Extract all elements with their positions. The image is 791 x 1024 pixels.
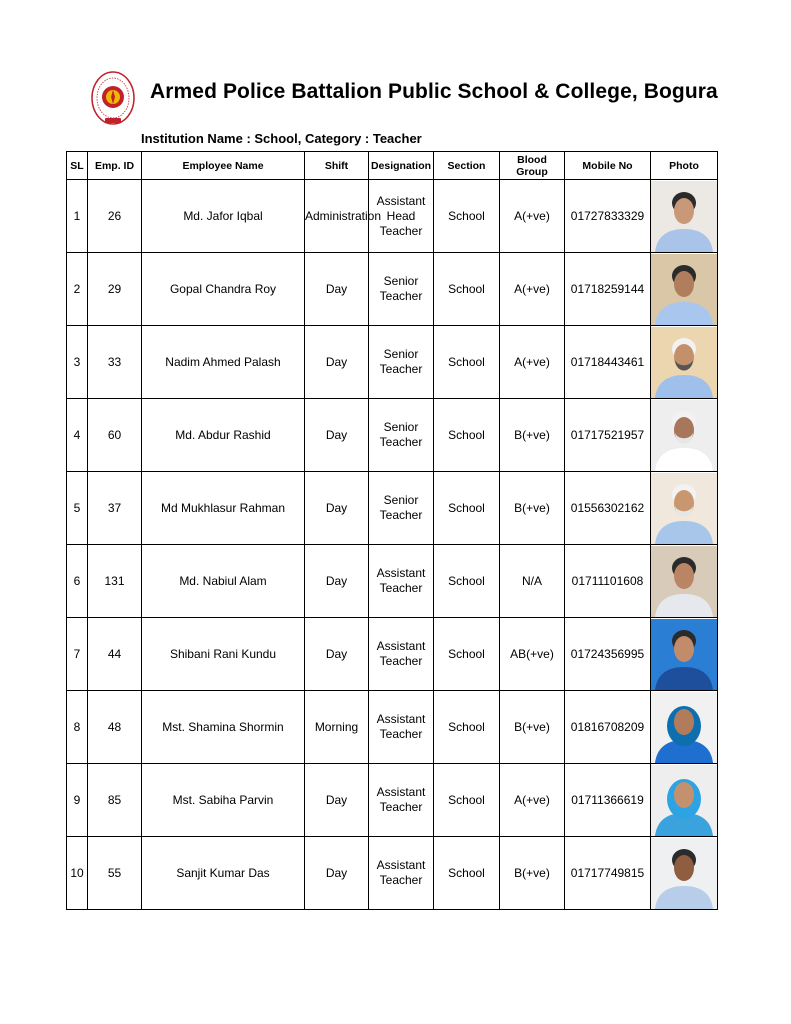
- column-header-section: Section: [434, 152, 500, 180]
- cell-emp-id: 33: [88, 326, 142, 399]
- cell-designation: Assistant Teacher: [369, 837, 434, 910]
- cell-section: School: [434, 180, 500, 253]
- page-title: Armed Police Battalion Public School & College, Bogura: [150, 80, 718, 103]
- column-header-mobile-no: Mobile No: [565, 152, 651, 180]
- cell-blood-group: B(+ve): [500, 472, 565, 545]
- table-row: [67, 326, 718, 399]
- cell-employee-name: Md Mukhlasur Rahman: [142, 472, 305, 545]
- cell-blood-group: B(+ve): [500, 837, 565, 910]
- column-header-designation: Designation: [369, 152, 434, 180]
- table-row: [67, 472, 718, 545]
- cell-emp-id: 131: [88, 545, 142, 618]
- cell-shift: Day: [305, 472, 369, 545]
- cell-shift: Administration: [305, 180, 369, 253]
- cell-shift: Day: [305, 764, 369, 837]
- cell-mobile-no: 01718443461: [565, 326, 651, 399]
- cell-designation: Senior Teacher: [369, 399, 434, 472]
- cell-emp-id: 37: [88, 472, 142, 545]
- cell-sl: 4: [67, 399, 88, 472]
- table-row: [67, 253, 718, 326]
- cell-sl: 9: [67, 764, 88, 837]
- cell-mobile-no: 01711366619: [565, 764, 651, 837]
- cell-designation: Assistant Teacher: [369, 545, 434, 618]
- portrait-photo-icon: [651, 546, 717, 617]
- cell-photo: [651, 764, 718, 837]
- cell-employee-name: Mst. Shamina Shormin: [142, 691, 305, 764]
- cell-section: School: [434, 545, 500, 618]
- cell-blood-group: A(+ve): [500, 764, 565, 837]
- cell-photo: [651, 618, 718, 691]
- cell-sl: 6: [67, 545, 88, 618]
- cell-shift: Day: [305, 837, 369, 910]
- cell-emp-id: 85: [88, 764, 142, 837]
- cell-designation: Assistant Head Teacher: [369, 180, 434, 253]
- cell-sl: 2: [67, 253, 88, 326]
- cell-emp-id: 55: [88, 837, 142, 910]
- cell-mobile-no: 01717521957: [565, 399, 651, 472]
- cell-blood-group: A(+ve): [500, 253, 565, 326]
- cell-mobile-no: 01816708209: [565, 691, 651, 764]
- institution-category-line: Institution Name : School, Category : Teacher: [141, 131, 422, 146]
- cell-section: School: [434, 399, 500, 472]
- cell-employee-name: Nadim Ahmed Palash: [142, 326, 305, 399]
- column-header-blood-group: Blood Group: [500, 152, 565, 180]
- cell-photo: [651, 837, 718, 910]
- cell-shift: Day: [305, 253, 369, 326]
- portrait-photo-icon: [651, 254, 717, 325]
- cell-shift: Day: [305, 399, 369, 472]
- column-header-shift: Shift: [305, 152, 369, 180]
- cell-employee-name: Mst. Sabiha Parvin: [142, 764, 305, 837]
- table-row: [67, 691, 718, 764]
- table-row: [67, 837, 718, 910]
- cell-photo: [651, 253, 718, 326]
- cell-employee-name: Md. Abdur Rashid: [142, 399, 305, 472]
- column-header-employee-name: Employee Name: [142, 152, 305, 180]
- cell-employee-name: Shibani Rani Kundu: [142, 618, 305, 691]
- portrait-photo-icon: [651, 619, 717, 690]
- cell-photo: [651, 472, 718, 545]
- cell-section: School: [434, 837, 500, 910]
- cell-section: School: [434, 326, 500, 399]
- cell-shift: Day: [305, 545, 369, 618]
- cell-blood-group: B(+ve): [500, 399, 565, 472]
- portrait-photo-icon: [651, 181, 717, 252]
- cell-designation: Assistant Teacher: [369, 764, 434, 837]
- table-row: [67, 545, 718, 618]
- cell-employee-name: Gopal Chandra Roy: [142, 253, 305, 326]
- table-row: [67, 764, 718, 837]
- cell-photo: [651, 180, 718, 253]
- cell-blood-group: A(+ve): [500, 180, 565, 253]
- cell-sl: 7: [67, 618, 88, 691]
- cell-sl: 1: [67, 180, 88, 253]
- table-row: [67, 399, 718, 472]
- cell-shift: Day: [305, 326, 369, 399]
- cell-employee-name: Sanjit Kumar Das: [142, 837, 305, 910]
- cell-mobile-no: 01717749815: [565, 837, 651, 910]
- portrait-photo-icon: [651, 765, 717, 836]
- cell-designation: Senior Teacher: [369, 472, 434, 545]
- cell-emp-id: 44: [88, 618, 142, 691]
- column-header-emp-id: Emp. ID: [88, 152, 142, 180]
- cell-section: School: [434, 253, 500, 326]
- cell-emp-id: 29: [88, 253, 142, 326]
- cell-blood-group: B(+ve): [500, 691, 565, 764]
- cell-shift: Day: [305, 618, 369, 691]
- cell-sl: 8: [67, 691, 88, 764]
- school-crest-logo-icon: [90, 70, 136, 130]
- portrait-photo-icon: [651, 327, 717, 398]
- portrait-photo-icon: [651, 473, 717, 544]
- cell-sl: 3: [67, 326, 88, 399]
- cell-designation: Assistant Teacher: [369, 618, 434, 691]
- cell-mobile-no: 01718259144: [565, 253, 651, 326]
- cell-section: School: [434, 691, 500, 764]
- cell-section: School: [434, 472, 500, 545]
- cell-designation: Senior Teacher: [369, 253, 434, 326]
- cell-employee-name: Md. Nabiul Alam: [142, 545, 305, 618]
- cell-photo: [651, 691, 718, 764]
- portrait-photo-icon: [651, 838, 717, 909]
- teacher-table: [66, 151, 718, 910]
- cell-mobile-no: 01727833329: [565, 180, 651, 253]
- cell-emp-id: 48: [88, 691, 142, 764]
- cell-photo: [651, 326, 718, 399]
- cell-blood-group: A(+ve): [500, 326, 565, 399]
- cell-blood-group: AB(+ve): [500, 618, 565, 691]
- cell-emp-id: 60: [88, 399, 142, 472]
- cell-blood-group: N/A: [500, 545, 565, 618]
- portrait-photo-icon: [651, 692, 717, 763]
- table-row: [67, 180, 718, 253]
- cell-designation: Senior Teacher: [369, 326, 434, 399]
- cell-photo: [651, 399, 718, 472]
- column-header-sl: SL: [67, 152, 88, 180]
- table-header-row: [67, 152, 718, 180]
- cell-sl: 5: [67, 472, 88, 545]
- cell-photo: [651, 545, 718, 618]
- cell-shift: Morning: [305, 691, 369, 764]
- column-header-photo: Photo: [651, 152, 718, 180]
- cell-mobile-no: 01724356995: [565, 618, 651, 691]
- cell-emp-id: 26: [88, 180, 142, 253]
- cell-sl: 10: [67, 837, 88, 910]
- portrait-photo-icon: [651, 400, 717, 471]
- cell-employee-name: Md. Jafor Iqbal: [142, 180, 305, 253]
- cell-designation: Assistant Teacher: [369, 691, 434, 764]
- cell-section: School: [434, 764, 500, 837]
- table-row: [67, 618, 718, 691]
- cell-section: School: [434, 618, 500, 691]
- cell-mobile-no: 01556302162: [565, 472, 651, 545]
- cell-mobile-no: 01711101608: [565, 545, 651, 618]
